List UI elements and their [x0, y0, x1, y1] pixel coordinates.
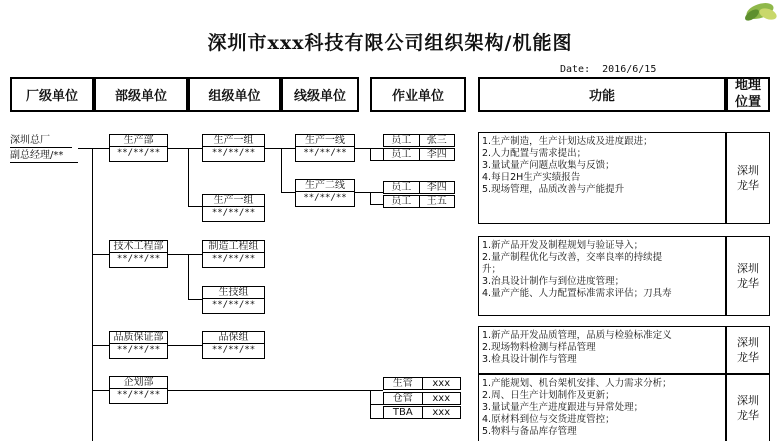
date-value: 2016/6/15: [602, 64, 657, 75]
group-date: **/**/**: [211, 208, 256, 218]
location-box: [726, 326, 770, 374]
location-district: 龙华: [737, 409, 759, 422]
function-line: 1.生产制造，生产计划达成及进度跟进；: [482, 136, 653, 147]
function-box: [478, 132, 726, 224]
header-location: [726, 77, 770, 112]
division-name: 生产部: [110, 135, 167, 147]
group-node: [202, 194, 265, 222]
division-name: 品质保证部: [110, 332, 167, 344]
connector: [188, 254, 189, 299]
location-city: 深圳: [737, 164, 759, 177]
connector: [355, 148, 383, 149]
group-node: [202, 240, 265, 268]
header-function: 功能: [478, 77, 726, 112]
group-date: **/**/**: [211, 300, 256, 310]
work-role: 员工: [391, 182, 412, 193]
group-date: **/**/**: [211, 148, 256, 158]
division-date: **/**/**: [116, 148, 161, 158]
work-role: 生管: [392, 378, 413, 389]
work-person: 李四: [419, 182, 455, 193]
connector: [370, 418, 383, 419]
function-line: 3.量试量产生产进度跟进与异常处理；: [482, 402, 644, 413]
function-line: 5.现场管理，品质改善与产能提升: [482, 184, 625, 195]
division-node: [109, 240, 168, 268]
group-name: 制造工程组: [203, 241, 264, 253]
division-node: [109, 376, 168, 404]
connector: [265, 148, 295, 149]
work-person: xxx: [422, 393, 461, 404]
location-box: [726, 374, 770, 441]
factory-unit-name: 深圳总厂: [10, 135, 72, 148]
connector: [92, 148, 93, 441]
connector: [370, 192, 371, 204]
group-node: [202, 286, 265, 314]
header-line: 线级单位: [281, 77, 359, 112]
function-line: 升；: [482, 264, 502, 275]
work-unit-row: [383, 377, 461, 390]
function-line: 3.量试量产问题点收集与反馈；: [482, 160, 615, 171]
line-name: 生产二线: [296, 180, 354, 192]
work-person: 张三: [419, 135, 455, 146]
group-node: [202, 331, 265, 359]
line-node: [295, 134, 355, 162]
leaf-icon: [738, 0, 780, 24]
connector: [188, 148, 189, 206]
function-line: 2.周、日生产计划制作及更新；: [482, 390, 615, 401]
work-person: 王五: [419, 196, 455, 207]
function-line: 2.人力配置与需求提出；: [482, 148, 587, 159]
connector: [188, 299, 202, 300]
header-division: 部级单位: [94, 77, 188, 112]
date-label: Date:: [560, 64, 591, 75]
location-box: [726, 132, 770, 224]
line-date: **/**/**: [303, 148, 347, 158]
work-person: 李四: [419, 149, 455, 160]
header-group: 组级单位: [188, 77, 281, 112]
division-name: 技术工程部: [110, 241, 167, 253]
work-role: 员工: [391, 196, 412, 207]
connector: [355, 192, 383, 193]
function-line: 3.治具设计制作与到位进度管理；: [482, 276, 625, 287]
location-district: 龙华: [737, 351, 759, 364]
group-date: **/**/**: [211, 345, 256, 355]
location-district: 龙华: [737, 277, 759, 290]
group-node: [202, 134, 265, 162]
work-role: TBA: [392, 407, 413, 418]
connector: [92, 345, 109, 346]
work-unit-row: [383, 392, 461, 405]
function-box: [478, 236, 726, 316]
division-name: 企划部: [110, 377, 167, 389]
group-name: 品保组: [203, 332, 264, 344]
connector: [168, 390, 383, 391]
work-unit-row: [383, 134, 455, 147]
division-date: **/**/**: [116, 345, 161, 355]
factory-unit-manager: 副总经理/**: [10, 150, 78, 163]
connector: [92, 254, 109, 255]
work-unit-row: [383, 195, 455, 208]
location-city: 深圳: [737, 262, 759, 275]
function-line: 4.原材料到位与交货进度管控；: [482, 414, 615, 425]
group-name: 生技组: [203, 287, 264, 299]
function-box: [478, 374, 726, 441]
connector: [92, 390, 109, 391]
page-title: 深圳市xxx科技有限公司组织架构/机能图: [207, 32, 573, 54]
function-line: 1.新产品开发及制程规划与验证导入；: [482, 240, 644, 251]
function-line: 4.量产产能、人力配置标准需求评估；刀具寿: [482, 288, 672, 299]
connector: [370, 148, 371, 160]
work-role: 仓管: [392, 393, 413, 404]
function-line: 2.现场物料检测与样品管理: [482, 342, 596, 353]
function-line: 2.量产制程优化与改善，交率良率的持续提: [482, 252, 663, 263]
function-line: 4.每日2H生产实绩报告: [482, 172, 581, 183]
work-unit-row: [383, 148, 455, 161]
group-date: **/**/**: [211, 254, 256, 264]
line-date: **/**/**: [303, 193, 347, 203]
function-line: 1.新产品开发品质管理，品质与检验标准定义: [482, 330, 672, 341]
work-role: 员工: [391, 149, 412, 160]
connector: [168, 345, 202, 346]
location-district: 龙华: [737, 179, 759, 192]
division-date: **/**/**: [116, 254, 161, 264]
group-name: 生产一组: [203, 195, 264, 207]
connector: [370, 160, 383, 161]
group-name: 生产一组: [203, 135, 264, 147]
location-box: [726, 236, 770, 316]
work-unit-row: [383, 406, 461, 419]
division-node: [109, 134, 168, 162]
work-role: 员工: [391, 135, 412, 146]
connector: [78, 148, 110, 149]
connector: [168, 148, 202, 149]
connector: [281, 192, 295, 193]
header-work: 作业单位: [370, 77, 466, 112]
work-person: xxx: [422, 407, 461, 418]
connector: [281, 148, 282, 192]
division-date: **/**/**: [116, 390, 161, 400]
header-location-line2: 位置: [734, 94, 761, 110]
connector: [188, 206, 202, 207]
division-node: [109, 331, 168, 359]
function-line: 3.检具设计制作与管理: [482, 354, 577, 365]
function-line: 5.物料与备品库存管理: [482, 426, 577, 437]
location-city: 深圳: [737, 394, 759, 407]
work-person: xxx: [422, 378, 461, 389]
line-name: 生产一线: [296, 135, 354, 147]
connector: [168, 254, 202, 255]
connector: [370, 404, 383, 405]
line-node: [295, 179, 355, 207]
location-city: 深圳: [737, 336, 759, 349]
connector: [370, 204, 383, 205]
header-location-line1: 地理: [734, 78, 761, 94]
work-unit-row: [383, 181, 455, 194]
function-box: [478, 326, 726, 374]
date-stamp: [560, 64, 656, 75]
header-factory: 厂级单位: [10, 77, 94, 112]
function-line: 1.产能规划、机台架机安排、人力需求分析；: [482, 378, 672, 389]
